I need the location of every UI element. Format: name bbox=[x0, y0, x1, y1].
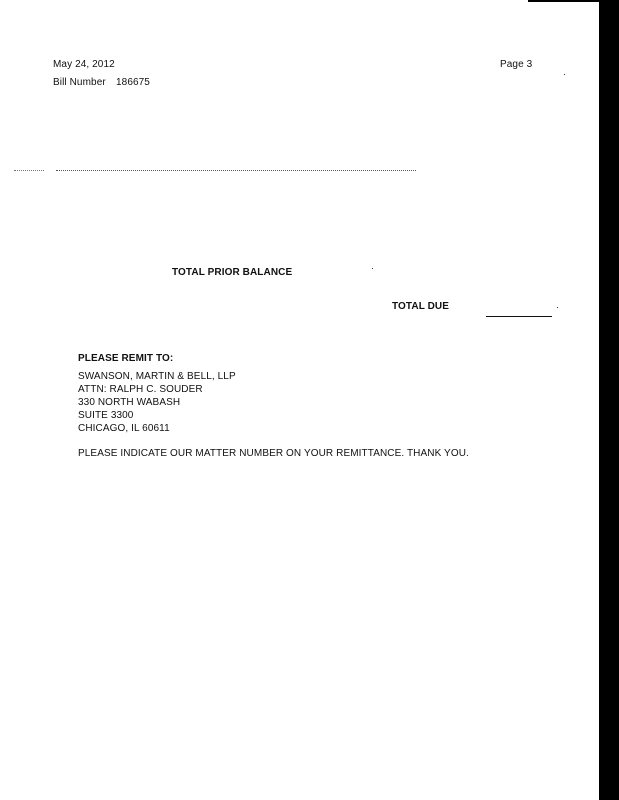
remit-address-line: ATTN: RALPH C. SOUDER bbox=[78, 384, 203, 395]
remit-to-heading: PLEASE REMIT TO: bbox=[78, 353, 174, 364]
scan-speck bbox=[564, 74, 565, 75]
scan-speck bbox=[557, 307, 558, 308]
page-number: Page 3 bbox=[500, 59, 533, 70]
bill-number-value: 186675 bbox=[116, 77, 150, 88]
total-due-label: TOTAL DUE bbox=[392, 301, 450, 312]
remit-address-line: 330 NORTH WABASH bbox=[78, 397, 181, 408]
remit-address-line: SUITE 3300 bbox=[78, 410, 134, 421]
scan-speck bbox=[372, 268, 373, 269]
bill-number-label: Bill Number bbox=[53, 77, 106, 88]
scan-edge-top-mark bbox=[528, 0, 600, 2]
total-prior-balance-label: TOTAL PRIOR BALANCE bbox=[172, 267, 293, 278]
remittance-notice: PLEASE INDICATE OUR MATTER NUMBER ON YOUR REMITTANCE. THANK YOU. bbox=[78, 448, 469, 459]
total-due-underline bbox=[486, 316, 552, 317]
scan-noise-left bbox=[14, 170, 44, 171]
scan-edge-border bbox=[599, 0, 619, 800]
faded-separator-rule bbox=[56, 170, 416, 171]
bill-date: May 24, 2012 bbox=[53, 59, 115, 70]
remit-address-line: CHICAGO, IL 60611 bbox=[78, 423, 170, 434]
remit-address-line: SWANSON, MARTIN & BELL, LLP bbox=[78, 371, 236, 382]
